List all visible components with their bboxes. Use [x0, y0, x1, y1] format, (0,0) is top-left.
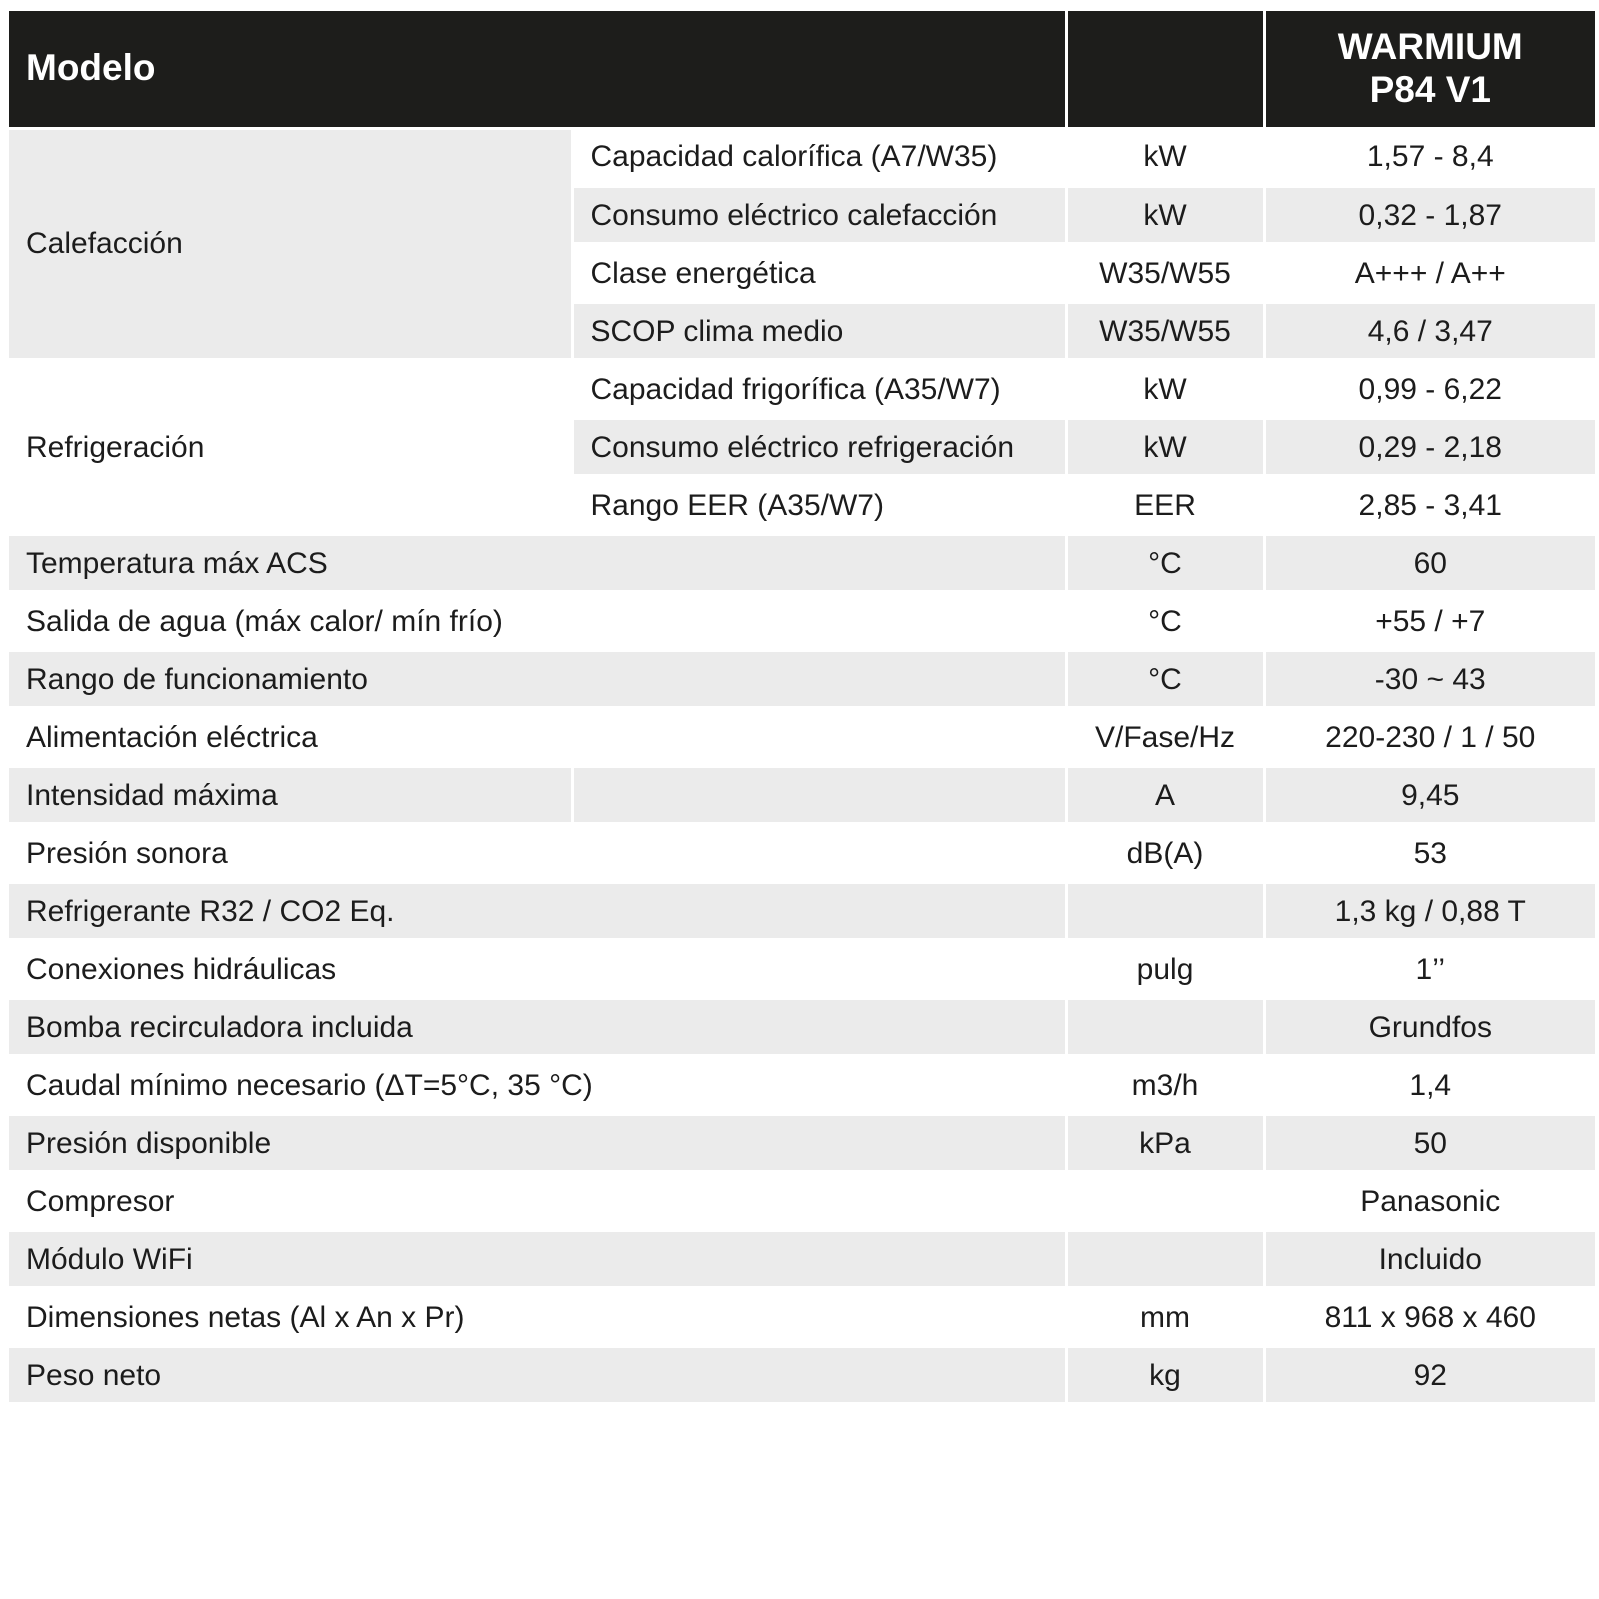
row-label: Rango EER (A35/W7): [572, 476, 1066, 534]
row-label: SCOP clima medio: [572, 302, 1066, 360]
row-unit: dB(A): [1066, 824, 1264, 882]
row-unit: [1066, 1172, 1264, 1230]
model-name-line2: P84 V1: [1369, 68, 1491, 110]
row-label: Módulo WiFi: [9, 1230, 1066, 1288]
row-value: Panasonic: [1264, 1172, 1595, 1230]
row-label: Bomba recirculadora incluida: [9, 998, 1066, 1056]
row-label: Consumo eléctrico calefacción: [572, 186, 1066, 244]
row-unit: [1066, 882, 1264, 940]
table-row: [9, 1114, 1595, 1172]
row-value: 1,57 - 8,4: [1264, 128, 1595, 186]
row-label: Alimentación eléctrica: [9, 708, 1066, 766]
row-value: 811 x 968 x 460: [1264, 1288, 1595, 1346]
row-value: +55 / +7: [1264, 592, 1595, 650]
row-value: 220-230 / 1 / 50: [1264, 708, 1595, 766]
row-label: Presión disponible: [9, 1114, 1066, 1172]
row-label: Rango de funcionamiento: [9, 650, 1066, 708]
row-empty-cell: [572, 766, 1066, 824]
row-value: 0,32 - 1,87: [1264, 186, 1595, 244]
row-label: Clase energética: [572, 244, 1066, 302]
row-unit: EER: [1066, 476, 1264, 534]
row-value: Incluido: [1264, 1230, 1595, 1288]
table-row: [9, 882, 1595, 940]
row-unit: V/Fase/Hz: [1066, 708, 1264, 766]
row-value: 1,3 kg / 0,88 T: [1264, 882, 1595, 940]
row-value: Grundfos: [1264, 998, 1595, 1056]
group-label-heating: Calefacción: [9, 128, 572, 360]
table-row: [9, 1346, 1595, 1404]
row-label: Temperatura máx ACS: [9, 534, 1066, 592]
row-unit: kPa: [1066, 1114, 1264, 1172]
table-row: [9, 592, 1595, 650]
row-value: 1,4: [1264, 1056, 1595, 1114]
table-row: [9, 708, 1595, 766]
row-unit: kW: [1066, 418, 1264, 476]
row-value: 9,45: [1264, 766, 1595, 824]
row-value: 0,29 - 2,18: [1264, 418, 1595, 476]
table-row: [9, 824, 1595, 882]
table-row: [9, 1056, 1595, 1114]
table-row: [9, 1230, 1595, 1288]
header-unit-cell: [1066, 11, 1264, 128]
row-unit: [1066, 998, 1264, 1056]
row-label: Peso neto: [9, 1346, 1066, 1404]
row-value: A+++ / A++: [1264, 244, 1595, 302]
row-unit: kW: [1066, 360, 1264, 418]
row-label: Intensidad máxima: [9, 766, 572, 824]
table-row: [9, 534, 1595, 592]
table-header-row: [9, 11, 1595, 128]
model-name-line1: WARMIUM: [1337, 26, 1523, 68]
row-unit: kW: [1066, 186, 1264, 244]
row-value: -30 ~ 43: [1264, 650, 1595, 708]
row-unit: A: [1066, 766, 1264, 824]
table-row: [9, 998, 1595, 1056]
row-label: Consumo eléctrico refrigeración: [572, 418, 1066, 476]
table-row: [9, 360, 1595, 418]
specs-table: [9, 11, 1595, 1406]
row-unit: kg: [1066, 1346, 1264, 1404]
table-row: [9, 766, 1595, 824]
row-value: 1’’: [1264, 940, 1595, 998]
row-unit: mm: [1066, 1288, 1264, 1346]
row-label: Capacidad frigorífica (A35/W7): [572, 360, 1066, 418]
row-unit: °C: [1066, 534, 1264, 592]
row-unit: [1066, 1230, 1264, 1288]
row-unit: °C: [1066, 650, 1264, 708]
table-row: [9, 1288, 1595, 1346]
header-model-name: [1264, 11, 1595, 128]
header-model-label: Modelo: [9, 11, 1066, 128]
row-unit: pulg: [1066, 940, 1264, 998]
row-label: Presión sonora: [9, 824, 1066, 882]
row-unit: °C: [1066, 592, 1264, 650]
row-value: 53: [1264, 824, 1595, 882]
row-unit: W35/W55: [1066, 244, 1264, 302]
row-label: Caudal mínimo necesario (ΔT=5°C, 35 °C): [9, 1056, 1066, 1114]
row-value: 92: [1264, 1346, 1595, 1404]
table-row: [9, 940, 1595, 998]
row-value: 60: [1264, 534, 1595, 592]
row-value: 0,99 - 6,22: [1264, 360, 1595, 418]
group-label-cooling: Refrigeración: [9, 360, 572, 534]
row-unit: kW: [1066, 128, 1264, 186]
row-label: Conexiones hidráulicas: [9, 940, 1066, 998]
table-row: [9, 650, 1595, 708]
row-label: Capacidad calorífica (A7/W35): [572, 128, 1066, 186]
row-label: Salida de agua (máx calor/ mín frío): [9, 592, 1066, 650]
row-value: 4,6 / 3,47: [1264, 302, 1595, 360]
table-row: [9, 1172, 1595, 1230]
table-row: [9, 128, 1595, 186]
row-label: Refrigerante R32 / CO2 Eq.: [9, 882, 1066, 940]
row-label: Compresor: [9, 1172, 1066, 1230]
row-unit: m3/h: [1066, 1056, 1264, 1114]
row-unit: W35/W55: [1066, 302, 1264, 360]
row-value: 2,85 - 3,41: [1264, 476, 1595, 534]
row-value: 50: [1264, 1114, 1595, 1172]
row-label: Dimensiones netas (Al x An x Pr): [9, 1288, 1066, 1346]
